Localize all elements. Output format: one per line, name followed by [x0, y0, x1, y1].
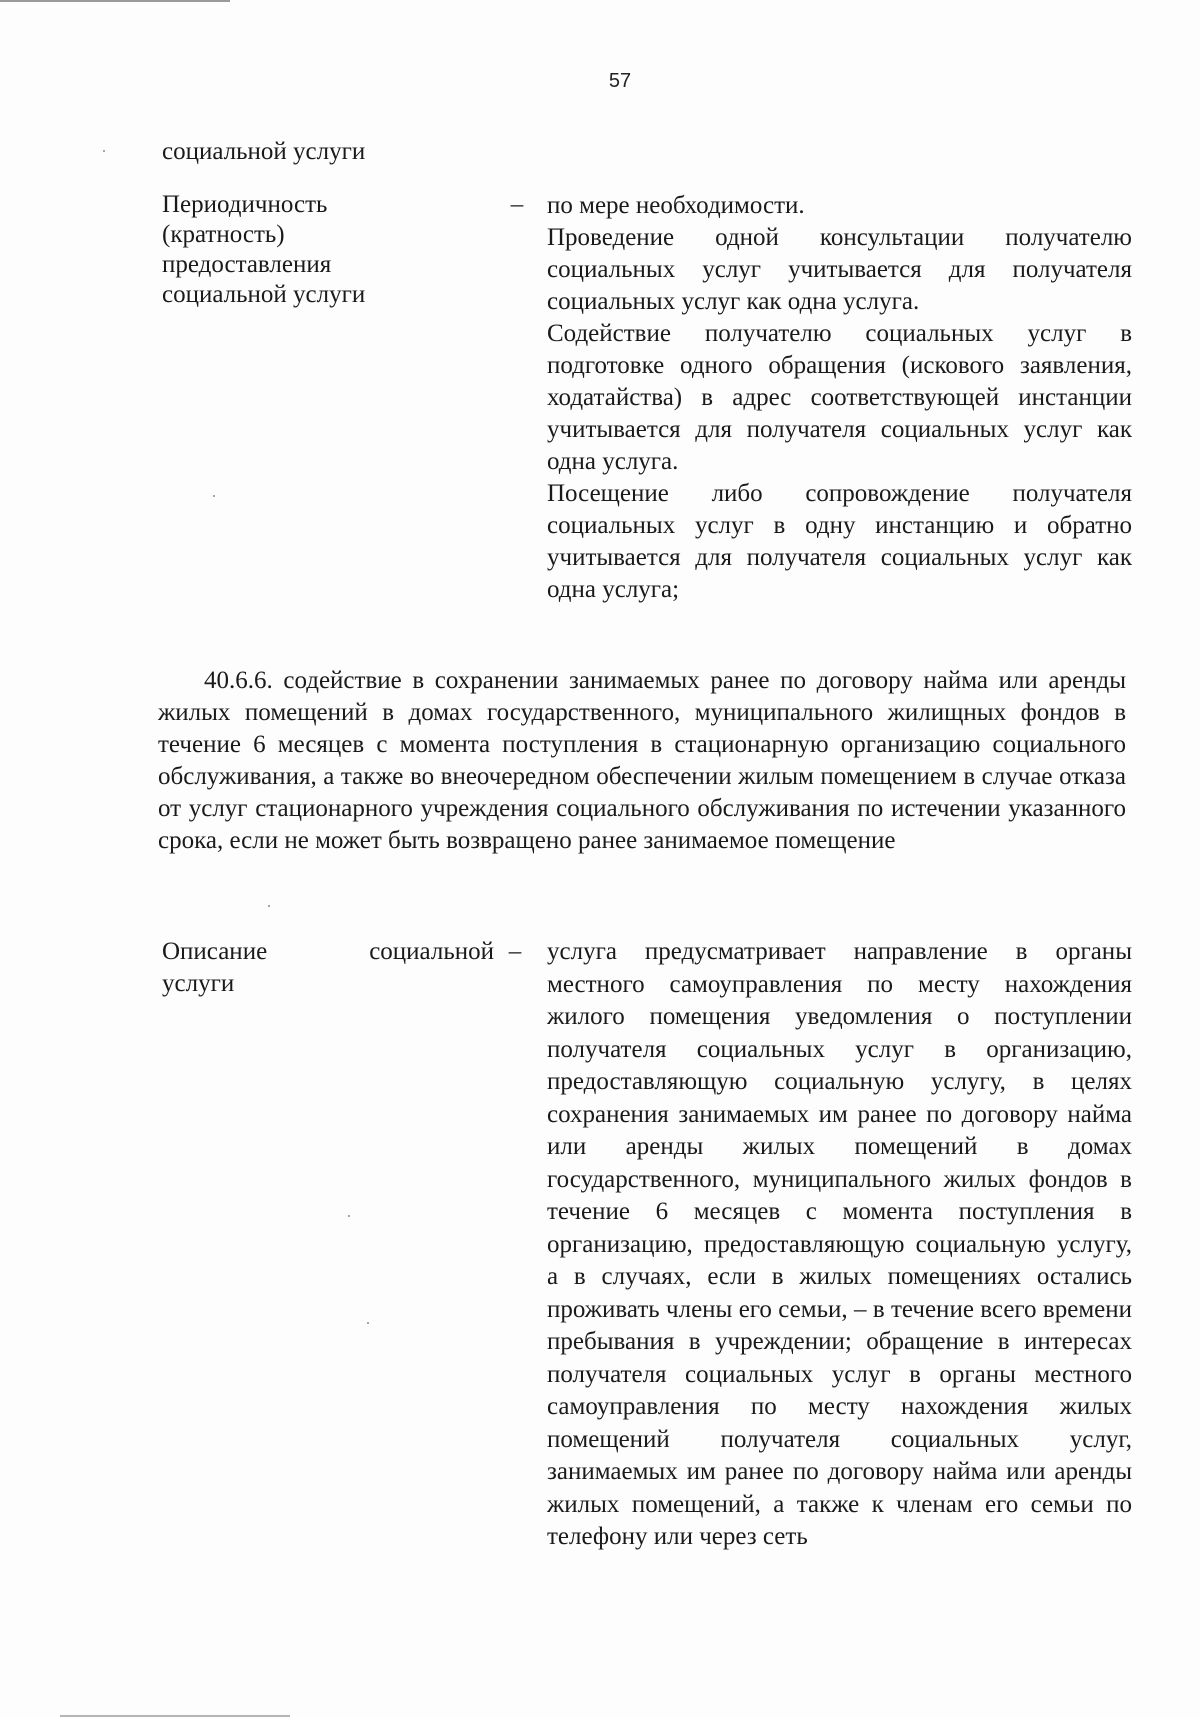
label-word: социальной [369, 938, 494, 965]
periodicity-paragraph: Содействие получателю социальных услуг в подготовке одного обращения (искового заявления, ходатайства) в адрес соответствующей инстанции учитывается для получателя социальных услуг как одна услуга. [547, 320, 1132, 475]
description-value: услуга предусматривает направление в органы местного самоуправления по месту нахождения жилого помещения уведомления о поступлении получателя социальных услуг в организацию, предоставляющую социальную услугу, в целях сохранения занимаемых им ранее по договору найма или аренды жилых помещений в домах государственного, муниципального жилых фондов в течение 6 месяцев с момента поступления в организацию, предоставляющую социальную услугу, а в случаях, если в жилых помещениях остались проживать члены его семьи, – в течение всего времени пребывания в учреждении; обращение в интересах получателя социальных услуг в органы местного самоуправления по месту нахождения жилых помещений получателя социальных услуг, занимаемых им ранее по договору найма или аренды жилых помещений, а также к членам его семьи по телефону или через сеть [547, 938, 1132, 1550]
label-line: предоставления [162, 251, 332, 278]
periodicity-paragraph: по мере необходимости. [547, 192, 805, 219]
scan-speck [348, 1215, 350, 1217]
scan-speck [103, 150, 105, 152]
continued-label: социальной услуги [162, 138, 366, 165]
label-line: (кратность) [162, 221, 285, 248]
label-word: Описание [162, 938, 268, 965]
periodicity-paragraph: Посещение либо сопровождение получателя социальных услуг в одну инстанцию и обратно учитывается для получателя социальных услуг как одна услуга; [547, 480, 1132, 603]
scan-artifact-bottom [60, 1715, 290, 1717]
scan-speck [213, 495, 215, 497]
description-label [162, 936, 522, 1000]
dash-separator: – [508, 938, 522, 965]
section-40-6-6: 40.6.6. содействие в сохранении занимаемых ранее по договору найма или аренды жилых помещений в домах государственного, муниципального жилищных фондов в течение 6 месяцев с момента поступления в стационарную организацию социального обслуживания, а также во внеочередном обеспечении жилым помещением в случае отказа от услуг стационарного учреждения социального обслуживания по истечении указанного срока, если не может быть возвращено ранее занимаемое помещение [158, 667, 1126, 854]
page-number: 57 [608, 70, 632, 92]
label-word: услуги [162, 970, 235, 997]
periodicity-paragraph: Проведение одной консультации получателю социальных услуг учитывается для получателя социальных услуг как одна услуга. [547, 224, 1132, 315]
periodicity-value [547, 190, 1132, 606]
scan-artifact-top [0, 0, 230, 2]
periodicity-label [162, 190, 522, 310]
scan-speck [367, 1322, 369, 1324]
label-line: Периодичность [162, 191, 328, 218]
label-line: социальной услуги [162, 281, 366, 308]
dash-separator: – [510, 191, 524, 218]
scan-speck [268, 905, 270, 907]
